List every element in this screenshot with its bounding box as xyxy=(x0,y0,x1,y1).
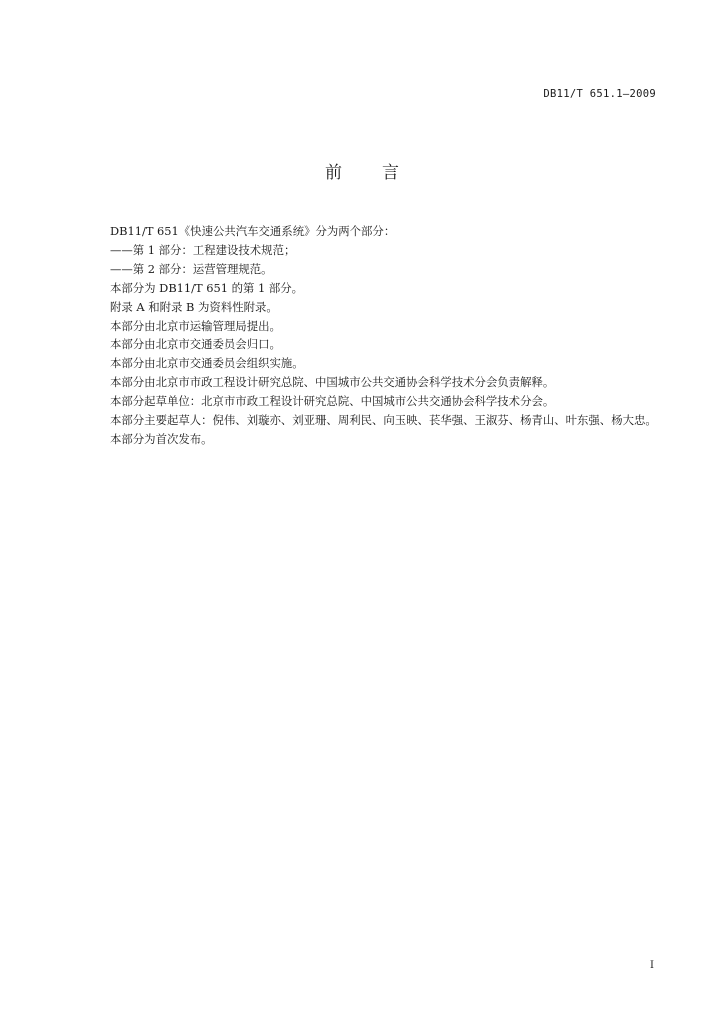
paragraph: 本部分起草单位：北京市市政工程设计研究总院、中国城市公共交通协会科学技术分会。 xyxy=(110,394,555,409)
paragraph: 附录 A 和附录 B 为资料性附录。 xyxy=(110,299,278,314)
paragraph: 本部分为 DB11/T 651 的第 1 部分。 xyxy=(110,280,304,295)
page-title xyxy=(0,158,724,183)
title-char-1: 前 xyxy=(325,163,342,183)
paragraph: 本部分主要起草人：倪伟、刘璇亦、刘亚珊、周利民、向玉映、苌华强、王淑芬、杨青山、叶东强、杨大忠。 xyxy=(110,413,657,428)
paragraph: ——第 1 部分：工程建设技术规范； xyxy=(110,242,296,257)
foreword-body xyxy=(88,222,658,449)
paragraph: ——第 2 部分：运营管理规范。 xyxy=(110,261,273,276)
title-char-2: 言 xyxy=(382,163,399,183)
paragraph: 本部分由北京市交通委员会归口。 xyxy=(110,337,281,352)
paragraph: 本部分由北京市运输管理局提出。 xyxy=(110,318,281,333)
paragraph: 本部分为首次发布。 xyxy=(110,431,213,446)
paragraph: DB11/T 651《快速公共汽车交通系统》分为两个部分： xyxy=(110,224,396,238)
paragraph: 本部分由北京市交通委员会组织实施。 xyxy=(110,356,304,371)
paragraph: 本部分由北京市市政工程设计研究总院、中国城市公共交通协会科学技术分会负责解释。 xyxy=(110,375,555,390)
page-number: I xyxy=(650,960,654,971)
document-code: DB11/T 651.1—2009 xyxy=(543,88,656,100)
